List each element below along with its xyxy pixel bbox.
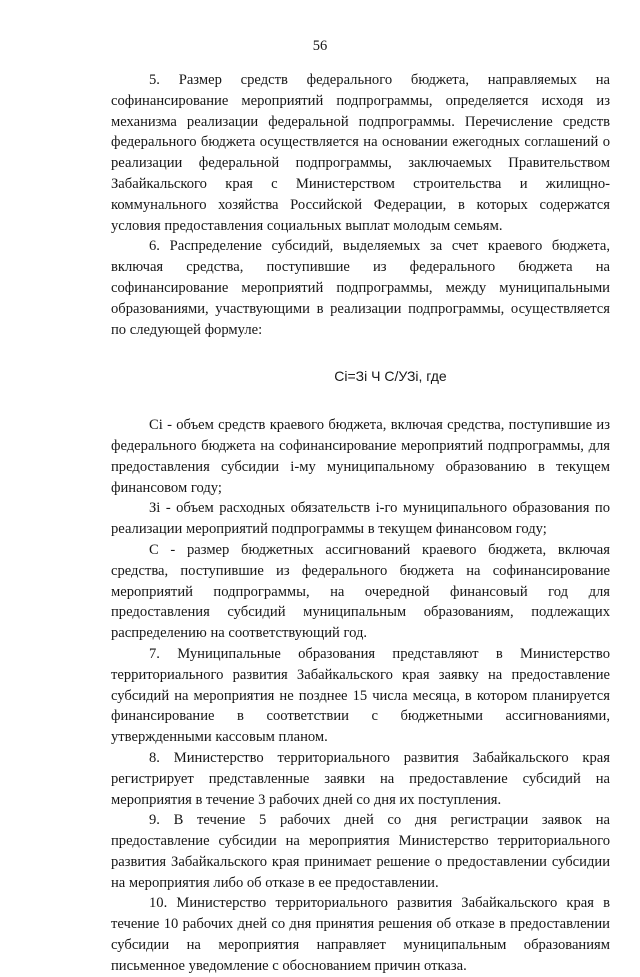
paragraph-7: 7. Муниципальные образования представляют в Министерство территориального развития Забайкальского края заявку на предоставление субсидий на мероприятия не позднее 15 числа месяца, в котором планируется финансирование в соответствии с бюджетными ассигнованиями, утвержденными кассовым планом.	[111, 645, 610, 746]
paragraph-9: 9. В течение 5 рабочих дней со дня регистрации заявок на предоставление субсидии на мероприятия Министерство территориального развития Забайкальского края принимает решение о предоставлении субсидии на мероприятия либо об отказе в ее предоставлении.	[111, 812, 610, 891]
definition-ci: Сi - объем средств краевого бюджета, включая средства, поступившие из федерального бюджета на софинансирование мероприятий подпрограммы, для предоставления субсидии i-му муниципальному образованию в текущем финансовом году;	[111, 417, 610, 496]
definition-zi: Зi - объем расходных обязательств i-го муниципального образования по реализации мероприятий подпрограммы в текущем финансовом году;	[111, 500, 610, 538]
paragraph-10: 10. Министерство территориального развития Забайкальского края в течение 10 рабочих дней со дня принятия решения об отказе в предоставлении субсидии на мероприятия направляет муниципальным образованиям письменное уведомление с обоснованием причин отказа.	[111, 895, 610, 974]
paragraph-8: 8. Министерство территориального развития Забайкальского края регистрирует представленные заявки на предоставление субсидий на мероприятия в течение 3 рабочих дней со дня их поступления.	[111, 749, 610, 808]
paragraph-6: 6. Распределение субсидий, выделяемых за счет краевого бюджета, включая средства, поступившие из федерального бюджета на софинансирование мероприятий подпрограммы, между муниципальными образованиями, участвующими в реализации подпрограммы, осуществляется по следующей формуле:	[111, 238, 610, 338]
document-body	[111, 70, 610, 977]
definition-c: С - размер бюджетных ассигнований краевого бюджета, включая средства, поступившие из федерального бюджета на софинансирование мероприятий подпрограммы, на очередной финансовый год для предоставления субсидий муниципальным образованиям, подлежащих распределению на соответствующий год.	[111, 541, 610, 642]
paragraph-5: 5. Размер средств федерального бюджета, направляемых на софинансирование мероприятий подпрограммы, определяется исходя из механизма реализации федеральной подпрограммы. Перечисление средств федерального бюджета осуществляется на основании ежегодных соглашений о реализации федеральной подпрограммы, заключаемых Правительством Забайкальского края с Министерством строительства и жилищно-коммунального хозяйства Российской Федерации, в которых содержатся условия предоставления социальных выплат молодым семьям.	[111, 72, 610, 234]
page-number: 56	[312, 38, 328, 54]
formula: Сi=Зi Ч С/УЗi, где	[334, 368, 447, 385]
